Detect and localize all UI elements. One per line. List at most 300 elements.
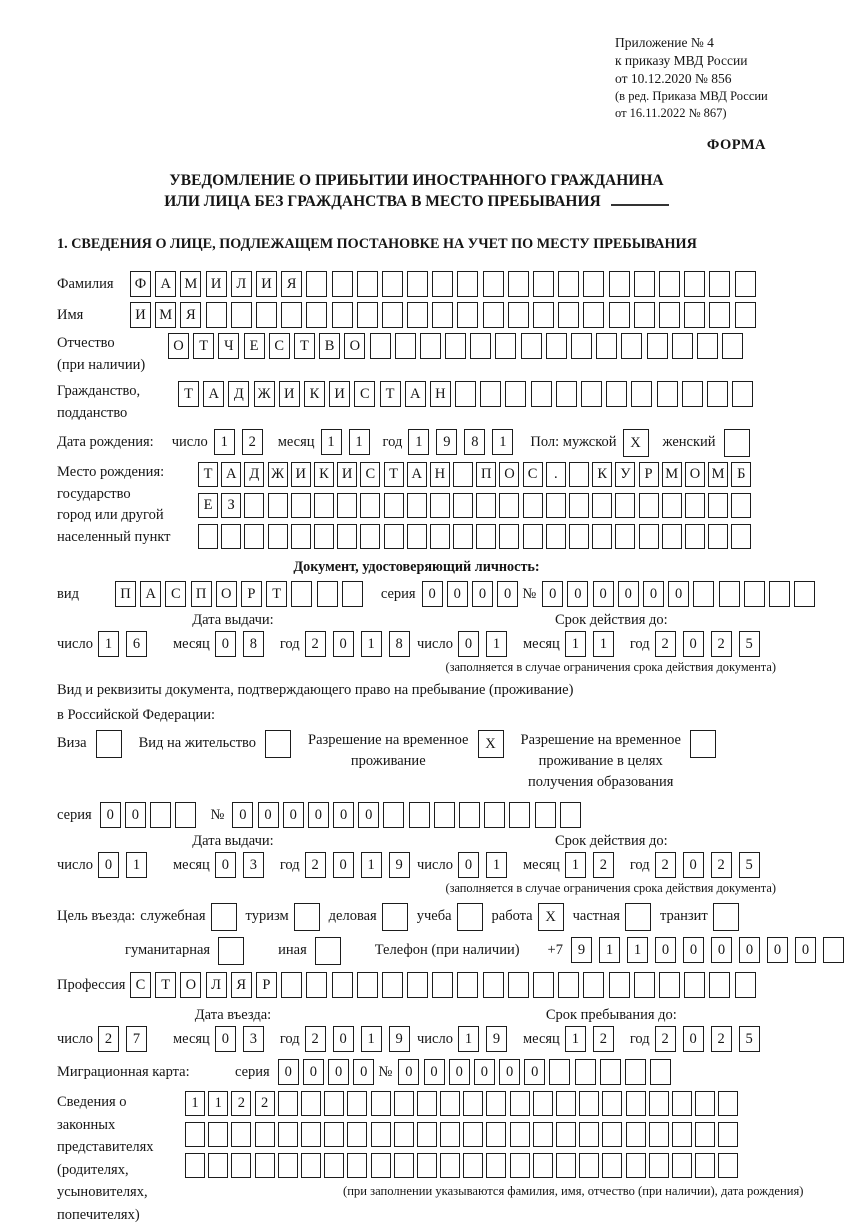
char-cell[interactable]: 0 (524, 1059, 545, 1085)
char-cell[interactable]: 0 (398, 1059, 419, 1085)
char-cell[interactable]: 1 (126, 852, 147, 878)
char-cell[interactable] (596, 333, 617, 359)
char-cell[interactable] (301, 1122, 321, 1147)
char-cell[interactable]: 3 (243, 852, 264, 878)
char-cell[interactable]: М (155, 302, 176, 328)
char-cell[interactable] (606, 381, 627, 407)
char-cell[interactable]: Т (178, 381, 199, 407)
char-cell[interactable] (508, 972, 529, 998)
char-cell[interactable]: Л (231, 271, 252, 297)
char-cell[interactable]: 1 (214, 429, 235, 455)
char-cell[interactable] (579, 1091, 599, 1116)
char-cell[interactable] (432, 302, 453, 328)
char-cell[interactable] (486, 1153, 506, 1178)
char-cell[interactable]: Я (281, 271, 302, 297)
char-cell[interactable]: 0 (333, 852, 354, 878)
char-cell[interactable] (394, 1091, 414, 1116)
char-cell[interactable]: 2 (655, 852, 676, 878)
checkbox-cell[interactable] (294, 903, 320, 931)
char-cell[interactable] (221, 524, 241, 549)
char-cell[interactable] (332, 972, 353, 998)
char-cell[interactable] (470, 333, 491, 359)
char-cell[interactable] (510, 1153, 530, 1178)
char-cell[interactable] (602, 1153, 622, 1178)
char-cell[interactable] (794, 581, 815, 607)
char-cell[interactable] (432, 972, 453, 998)
char-cell[interactable] (672, 333, 693, 359)
char-cell[interactable] (407, 524, 427, 549)
char-cell[interactable] (185, 1153, 205, 1178)
char-cell[interactable] (735, 972, 756, 998)
char-cell[interactable] (709, 302, 730, 328)
char-cell[interactable] (382, 271, 403, 297)
checkbox-cell[interactable] (690, 730, 716, 758)
char-cell[interactable]: А (140, 581, 161, 607)
char-cell[interactable]: А (405, 381, 426, 407)
char-cell[interactable] (615, 524, 635, 549)
char-cell[interactable] (600, 1059, 621, 1085)
char-cell[interactable] (244, 524, 264, 549)
char-cell[interactable] (556, 1122, 576, 1147)
char-cell[interactable]: 1 (361, 1026, 382, 1052)
char-cell[interactable]: Р (241, 581, 262, 607)
char-cell[interactable] (395, 333, 416, 359)
char-cell[interactable] (175, 802, 196, 828)
char-cell[interactable] (430, 524, 450, 549)
char-cell[interactable]: 0 (795, 937, 816, 963)
char-cell[interactable] (685, 493, 705, 518)
char-cell[interactable] (347, 1091, 367, 1116)
char-cell[interactable]: 0 (258, 802, 279, 828)
char-cell[interactable]: 2 (305, 852, 326, 878)
char-cell[interactable]: 0 (497, 581, 518, 607)
char-cell[interactable] (609, 302, 630, 328)
char-cell[interactable] (707, 381, 728, 407)
char-cell[interactable]: 8 (243, 631, 264, 657)
char-cell[interactable] (581, 381, 602, 407)
char-cell[interactable] (523, 493, 543, 518)
char-cell[interactable]: 0 (125, 802, 146, 828)
char-cell[interactable] (337, 524, 357, 549)
char-cell[interactable] (722, 333, 743, 359)
char-cell[interactable]: С (354, 381, 375, 407)
char-cell[interactable] (672, 1153, 692, 1178)
char-cell[interactable]: 0 (358, 802, 379, 828)
char-cell[interactable] (314, 493, 334, 518)
char-cell[interactable]: Д (228, 381, 249, 407)
char-cell[interactable]: К (314, 462, 334, 487)
char-cell[interactable] (533, 1091, 553, 1116)
char-cell[interactable]: Я (180, 302, 201, 328)
char-cell[interactable]: 1 (98, 631, 119, 657)
char-cell[interactable]: О (168, 333, 189, 359)
char-cell[interactable]: Т (266, 581, 287, 607)
char-cell[interactable]: И (337, 462, 357, 487)
char-cell[interactable]: 0 (567, 581, 588, 607)
char-cell[interactable]: 0 (333, 631, 354, 657)
checkbox-cell[interactable] (457, 903, 483, 931)
char-cell[interactable]: Ж (254, 381, 275, 407)
char-cell[interactable] (278, 1153, 298, 1178)
char-cell[interactable] (609, 972, 630, 998)
char-cell[interactable] (255, 1122, 275, 1147)
char-cell[interactable]: Д (244, 462, 264, 487)
char-cell[interactable] (480, 381, 501, 407)
char-cell[interactable] (659, 271, 680, 297)
char-cell[interactable] (394, 1153, 414, 1178)
char-cell[interactable] (407, 271, 428, 297)
char-cell[interactable] (708, 524, 728, 549)
char-cell[interactable]: 9 (389, 852, 410, 878)
char-cell[interactable]: Е (198, 493, 218, 518)
char-cell[interactable] (208, 1153, 228, 1178)
char-cell[interactable]: Т (193, 333, 214, 359)
char-cell[interactable]: 3 (243, 1026, 264, 1052)
char-cell[interactable] (208, 1122, 228, 1147)
char-cell[interactable]: 0 (333, 802, 354, 828)
char-cell[interactable] (409, 802, 430, 828)
char-cell[interactable] (556, 381, 577, 407)
char-cell[interactable] (332, 271, 353, 297)
char-cell[interactable]: 0 (711, 937, 732, 963)
char-cell[interactable]: 7 (126, 1026, 147, 1052)
char-cell[interactable] (579, 1122, 599, 1147)
char-cell[interactable] (337, 493, 357, 518)
char-cell[interactable]: 0 (683, 631, 704, 657)
char-cell[interactable]: 2 (655, 1026, 676, 1052)
char-cell[interactable] (483, 302, 504, 328)
char-cell[interactable]: А (203, 381, 224, 407)
char-cell[interactable] (486, 1091, 506, 1116)
char-cell[interactable]: Ж (268, 462, 288, 487)
char-cell[interactable]: Ф (130, 271, 151, 297)
char-cell[interactable]: 0 (474, 1059, 495, 1085)
char-cell[interactable] (281, 972, 302, 998)
char-cell[interactable] (662, 493, 682, 518)
char-cell[interactable]: 0 (100, 802, 121, 828)
char-cell[interactable]: О (180, 972, 201, 998)
char-cell[interactable]: 0 (308, 802, 329, 828)
char-cell[interactable]: 0 (232, 802, 253, 828)
char-cell[interactable] (301, 1091, 321, 1116)
checkbox-cell[interactable] (315, 937, 341, 965)
char-cell[interactable]: К (592, 462, 612, 487)
char-cell[interactable]: 9 (486, 1026, 507, 1052)
char-cell[interactable] (360, 524, 380, 549)
char-cell[interactable] (569, 462, 589, 487)
char-cell[interactable] (342, 581, 363, 607)
char-cell[interactable] (546, 524, 566, 549)
char-cell[interactable] (558, 302, 579, 328)
char-cell[interactable] (662, 524, 682, 549)
char-cell[interactable]: 0 (422, 581, 443, 607)
char-cell[interactable]: 1 (565, 1026, 586, 1052)
char-cell[interactable] (440, 1122, 460, 1147)
char-cell[interactable] (558, 972, 579, 998)
char-cell[interactable]: 5 (739, 852, 760, 878)
char-cell[interactable] (476, 493, 496, 518)
char-cell[interactable]: 1 (321, 429, 342, 455)
char-cell[interactable] (508, 271, 529, 297)
char-cell[interactable]: А (155, 271, 176, 297)
char-cell[interactable]: А (407, 462, 427, 487)
char-cell[interactable]: И (329, 381, 350, 407)
char-cell[interactable]: 1 (593, 631, 614, 657)
char-cell[interactable]: 2 (655, 631, 676, 657)
char-cell[interactable] (440, 1153, 460, 1178)
char-cell[interactable] (769, 581, 790, 607)
char-cell[interactable]: 8 (389, 631, 410, 657)
char-cell[interactable] (719, 581, 740, 607)
char-cell[interactable] (510, 1122, 530, 1147)
char-cell[interactable] (324, 1122, 344, 1147)
char-cell[interactable]: П (476, 462, 496, 487)
char-cell[interactable] (360, 493, 380, 518)
char-cell[interactable]: 1 (599, 937, 620, 963)
char-cell[interactable]: С (165, 581, 186, 607)
char-cell[interactable]: Б (731, 462, 751, 487)
char-cell[interactable]: 1 (486, 631, 507, 657)
char-cell[interactable] (255, 1153, 275, 1178)
char-cell[interactable] (583, 271, 604, 297)
char-cell[interactable]: 9 (436, 429, 457, 455)
checkbox-cell[interactable] (218, 937, 244, 965)
char-cell[interactable] (546, 333, 567, 359)
checkbox-cell[interactable] (265, 730, 291, 758)
char-cell[interactable] (268, 524, 288, 549)
char-cell[interactable] (231, 1153, 251, 1178)
char-cell[interactable] (682, 381, 703, 407)
char-cell[interactable] (268, 493, 288, 518)
char-cell[interactable]: 0 (683, 937, 704, 963)
char-cell[interactable] (592, 493, 612, 518)
char-cell[interactable]: О (216, 581, 237, 607)
char-cell[interactable] (672, 1122, 692, 1147)
char-cell[interactable] (649, 1122, 669, 1147)
char-cell[interactable]: 8 (464, 429, 485, 455)
char-cell[interactable]: М (180, 271, 201, 297)
char-cell[interactable] (659, 302, 680, 328)
char-cell[interactable]: 2 (305, 1026, 326, 1052)
char-cell[interactable] (549, 1059, 570, 1085)
char-cell[interactable]: 0 (542, 581, 563, 607)
char-cell[interactable] (626, 1122, 646, 1147)
char-cell[interactable] (693, 581, 714, 607)
char-cell[interactable]: 1 (361, 852, 382, 878)
char-cell[interactable]: 0 (278, 1059, 299, 1085)
char-cell[interactable]: 0 (449, 1059, 470, 1085)
char-cell[interactable] (626, 1091, 646, 1116)
char-cell[interactable] (744, 581, 765, 607)
char-cell[interactable] (499, 493, 519, 518)
char-cell[interactable] (731, 493, 751, 518)
char-cell[interactable]: Н (430, 381, 451, 407)
char-cell[interactable] (659, 972, 680, 998)
char-cell[interactable] (382, 302, 403, 328)
char-cell[interactable] (556, 1091, 576, 1116)
char-cell[interactable] (434, 802, 455, 828)
char-cell[interactable]: 5 (739, 1026, 760, 1052)
char-cell[interactable] (306, 302, 327, 328)
char-cell[interactable]: А (221, 462, 241, 487)
char-cell[interactable]: П (191, 581, 212, 607)
char-cell[interactable] (278, 1091, 298, 1116)
char-cell[interactable] (457, 972, 478, 998)
checkbox-cell[interactable] (96, 730, 122, 758)
char-cell[interactable]: 0 (499, 1059, 520, 1085)
char-cell[interactable]: 0 (643, 581, 664, 607)
char-cell[interactable]: 0 (328, 1059, 349, 1085)
char-cell[interactable]: 2 (255, 1091, 275, 1116)
char-cell[interactable] (463, 1091, 483, 1116)
char-cell[interactable] (407, 302, 428, 328)
char-cell[interactable] (453, 524, 473, 549)
char-cell[interactable]: 2 (711, 1026, 732, 1052)
char-cell[interactable] (625, 1059, 646, 1085)
checkbox-cell[interactable] (625, 903, 651, 931)
char-cell[interactable] (647, 333, 668, 359)
char-cell[interactable] (430, 493, 450, 518)
char-cell[interactable] (278, 1122, 298, 1147)
char-cell[interactable]: М (708, 462, 728, 487)
char-cell[interactable]: 0 (353, 1059, 374, 1085)
char-cell[interactable] (457, 302, 478, 328)
char-cell[interactable] (523, 524, 543, 549)
char-cell[interactable] (634, 972, 655, 998)
char-cell[interactable] (457, 271, 478, 297)
char-cell[interactable]: 2 (711, 631, 732, 657)
char-cell[interactable] (639, 493, 659, 518)
char-cell[interactable] (695, 1091, 715, 1116)
char-cell[interactable] (371, 1153, 391, 1178)
char-cell[interactable] (484, 802, 505, 828)
char-cell[interactable]: 0 (739, 937, 760, 963)
char-cell[interactable] (347, 1122, 367, 1147)
char-cell[interactable] (495, 333, 516, 359)
char-cell[interactable]: Т (198, 462, 218, 487)
char-cell[interactable]: Р (256, 972, 277, 998)
char-cell[interactable] (697, 333, 718, 359)
char-cell[interactable] (440, 1091, 460, 1116)
char-cell[interactable]: 2 (593, 852, 614, 878)
char-cell[interactable] (609, 271, 630, 297)
char-cell[interactable] (685, 524, 705, 549)
char-cell[interactable]: Т (294, 333, 315, 359)
char-cell[interactable] (453, 493, 473, 518)
char-cell[interactable]: . (546, 462, 566, 487)
char-cell[interactable]: И (279, 381, 300, 407)
char-cell[interactable]: 1 (565, 631, 586, 657)
char-cell[interactable] (684, 302, 705, 328)
char-cell[interactable] (420, 333, 441, 359)
char-cell[interactable] (301, 1153, 321, 1178)
char-cell[interactable]: 2 (98, 1026, 119, 1052)
char-cell[interactable]: 0 (593, 581, 614, 607)
char-cell[interactable]: Т (384, 462, 404, 487)
char-cell[interactable] (256, 302, 277, 328)
char-cell[interactable]: 0 (303, 1059, 324, 1085)
char-cell[interactable] (649, 1153, 669, 1178)
char-cell[interactable] (718, 1091, 738, 1116)
char-cell[interactable]: В (319, 333, 340, 359)
char-cell[interactable]: З (221, 493, 241, 518)
checkbox-cell[interactable]: X (623, 429, 649, 457)
char-cell[interactable] (463, 1153, 483, 1178)
char-cell[interactable] (357, 271, 378, 297)
char-cell[interactable] (558, 271, 579, 297)
char-cell[interactable] (483, 271, 504, 297)
char-cell[interactable] (314, 524, 334, 549)
char-cell[interactable] (508, 302, 529, 328)
char-cell[interactable]: 1 (361, 631, 382, 657)
char-cell[interactable]: 0 (767, 937, 788, 963)
char-cell[interactable]: 0 (215, 852, 236, 878)
char-cell[interactable]: 1 (492, 429, 513, 455)
checkbox-cell[interactable]: X (538, 903, 564, 931)
char-cell[interactable] (463, 1122, 483, 1147)
char-cell[interactable] (531, 381, 552, 407)
char-cell[interactable]: Я (231, 972, 252, 998)
char-cell[interactable] (569, 493, 589, 518)
char-cell[interactable]: 6 (126, 631, 147, 657)
char-cell[interactable] (384, 493, 404, 518)
char-cell[interactable]: У (615, 462, 635, 487)
char-cell[interactable] (510, 1091, 530, 1116)
char-cell[interactable] (571, 333, 592, 359)
char-cell[interactable]: К (304, 381, 325, 407)
char-cell[interactable] (291, 493, 311, 518)
char-cell[interactable] (631, 381, 652, 407)
char-cell[interactable] (317, 581, 338, 607)
char-cell[interactable] (533, 302, 554, 328)
char-cell[interactable] (583, 972, 604, 998)
char-cell[interactable]: 1 (627, 937, 648, 963)
char-cell[interactable]: 1 (208, 1091, 228, 1116)
char-cell[interactable]: 0 (618, 581, 639, 607)
char-cell[interactable]: 2 (711, 852, 732, 878)
char-cell[interactable] (332, 302, 353, 328)
char-cell[interactable] (476, 524, 496, 549)
char-cell[interactable]: 1 (408, 429, 429, 455)
char-cell[interactable]: 1 (458, 1026, 479, 1052)
char-cell[interactable]: С (523, 462, 543, 487)
char-cell[interactable] (709, 271, 730, 297)
char-cell[interactable] (371, 1122, 391, 1147)
char-cell[interactable] (592, 524, 612, 549)
char-cell[interactable]: И (130, 302, 151, 328)
char-cell[interactable] (708, 493, 728, 518)
char-cell[interactable]: 1 (486, 852, 507, 878)
char-cell[interactable] (579, 1153, 599, 1178)
char-cell[interactable] (291, 524, 311, 549)
char-cell[interactable] (445, 333, 466, 359)
char-cell[interactable]: 2 (242, 429, 263, 455)
char-cell[interactable]: 0 (683, 1026, 704, 1052)
char-cell[interactable] (533, 271, 554, 297)
char-cell[interactable] (695, 1122, 715, 1147)
char-cell[interactable]: 1 (185, 1091, 205, 1116)
char-cell[interactable] (626, 1153, 646, 1178)
char-cell[interactable]: 0 (215, 631, 236, 657)
char-cell[interactable] (535, 802, 556, 828)
char-cell[interactable] (684, 271, 705, 297)
char-cell[interactable] (735, 271, 756, 297)
char-cell[interactable]: Е (244, 333, 265, 359)
char-cell[interactable] (198, 524, 218, 549)
checkbox-cell[interactable] (713, 903, 739, 931)
char-cell[interactable]: С (360, 462, 380, 487)
char-cell[interactable]: 1 (565, 852, 586, 878)
